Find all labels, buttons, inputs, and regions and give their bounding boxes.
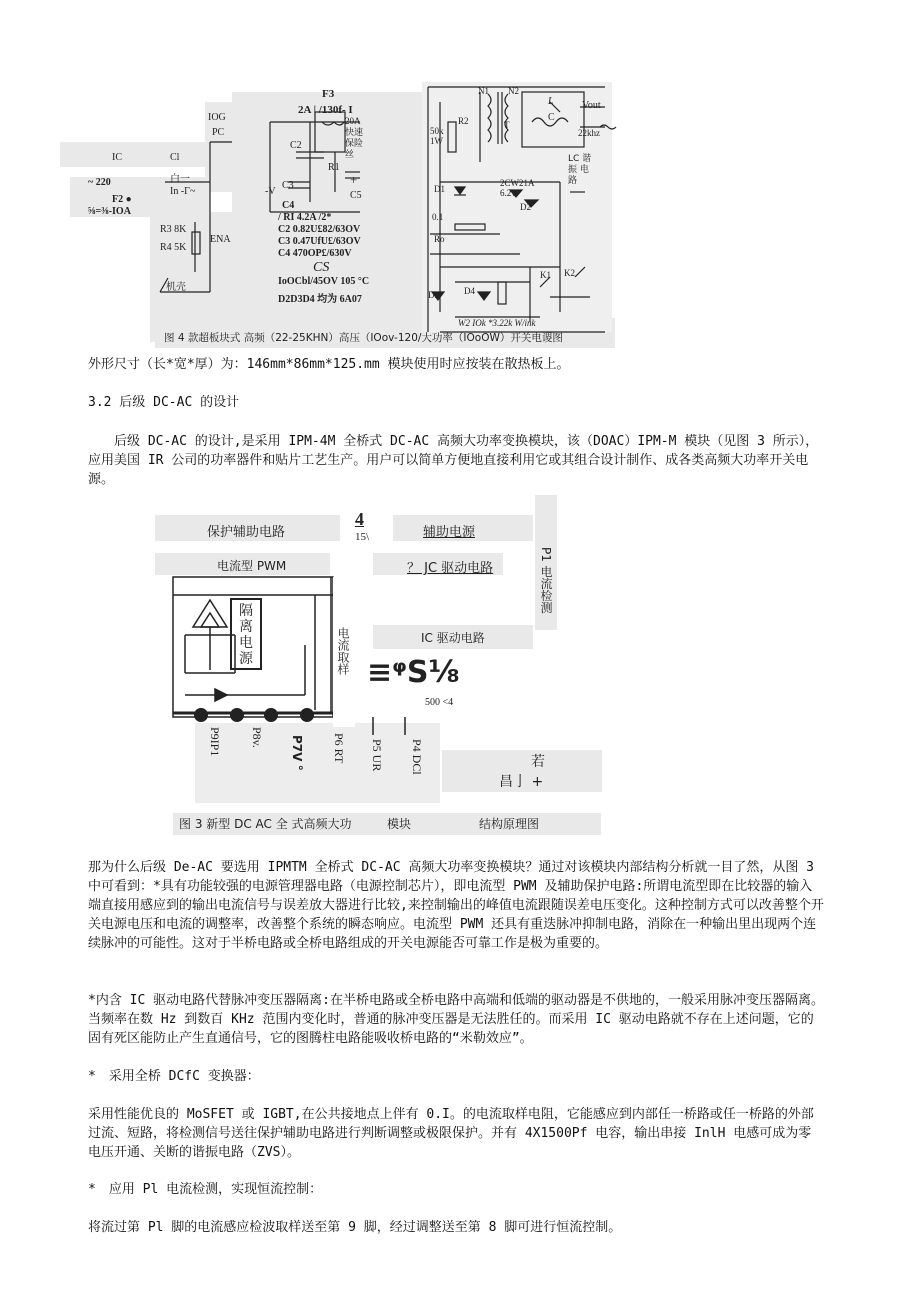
bullet-current-detect: * 应用 Pl 电流检测，实现恒流控制： bbox=[88, 1182, 323, 1197]
fig3-caption-b: 模块 bbox=[387, 817, 412, 831]
figure-3 bbox=[155, 495, 605, 835]
fig3-logo: ≡ᵠS⅛ bbox=[367, 655, 460, 690]
fig4-f2-rating: ⅝=⅜-IOA bbox=[88, 206, 131, 217]
fig3-ruo: 若 bbox=[531, 754, 545, 770]
constant-current-paragraph: 将流过第 Pl 脚的电流感应检波取样送至第 9 脚，经过调整送至第 8 脚可进行恒流控制。 bbox=[88, 1220, 622, 1235]
fig4-l: L bbox=[548, 96, 554, 107]
fig3-sample: 电流取样 bbox=[336, 627, 350, 675]
fig4-cs: CS bbox=[313, 260, 330, 275]
fig3-500: 500 <4 bbox=[425, 697, 454, 708]
fig4-iog: IOG bbox=[208, 112, 226, 123]
fig4-k1: K1 bbox=[540, 270, 551, 280]
dimensions-paragraph: 外形尺寸（长*宽*厚）为：146mm*86mm*125.mm 模块使用时应按装在散热板上。 bbox=[88, 357, 570, 372]
fig4-parts-list bbox=[278, 212, 361, 260]
fig4-r2-val: 50k 1W bbox=[430, 126, 444, 146]
fig4-plus: + bbox=[350, 172, 358, 187]
fig4-n1: N1 bbox=[478, 86, 489, 96]
fig3-pin-p9: P9IP1 bbox=[208, 727, 222, 757]
fig4-ena: ENA bbox=[210, 234, 231, 245]
fig4-d4: D4 bbox=[464, 286, 475, 296]
fig4-in-label: In -Γ~ bbox=[170, 186, 196, 197]
fig4-f2: F2 ● bbox=[112, 194, 132, 205]
fig4-lc: LC 谐振 电路 bbox=[568, 154, 592, 186]
fig3-pin-p7: P7V 。 bbox=[290, 735, 304, 778]
fig3-pin-p4: P4 DCl bbox=[410, 739, 424, 775]
fig4-d3: D3 bbox=[428, 290, 439, 300]
fig3-isolated: 隔离电源 bbox=[239, 603, 253, 667]
fig4-r4: R4 5K bbox=[160, 242, 187, 253]
fig4-fast-fuse: 20A 快速 保险 丝 bbox=[345, 116, 364, 159]
fig3-ic-drive: IC 驱动电路 bbox=[421, 631, 485, 645]
bullet-full-bridge: * 采用全桥 DCfC 变换器： bbox=[88, 1069, 260, 1084]
section-heading-3-2: 3.2 后级 DC-AC 的设计 bbox=[88, 395, 240, 410]
fig3-caption-c: 结构原理图 bbox=[479, 817, 540, 831]
why-paragraph: 那为什么后级 De-AC 要选用 IPMTM 全桥式 DC-AC 高频大功率变换模块？通过对该模块内部结构分析就一目了然，从图 3 中可看到：*具有功能较强的电源管理器电路（电源控制芯片），即电流型 PWM 及辅助保护电路:所谓电流型即在比较器的输入端直接用感应到的输出电流信号与误差放大器进行比较,来控制输出的峰值电流跟随误差电压变化。这种控制方式可以改善整个开关电源电压和电流的调整率，改善整个系统的瞬态响应。电流型 PWM 还具有重迭脉冲抑制电路，消除在一种输出里出现两个连续脉冲的可能性。这对于半桥电路或全桥电路组成的开关电源能否可靠工作是极为重要的。 bbox=[88, 860, 824, 951]
fig4-c3: C3 bbox=[282, 180, 294, 191]
mosfet-paragraph: 采用性能优良的 MoSFET 或 IGBT,在公共接地点上伴有 0.I。的电流取样电阻，它能感应到内部任一桥路或任一桥路的外部过流、短路，将检测信号送往保护辅助电路进行判断调整或极限保护。并有 4X1500Pf 电容，输出串接 InlH 电感可成为零电压开通、关断的谐振电路（ZVS）。 bbox=[88, 1107, 814, 1160]
fig4-c5: C5 bbox=[350, 190, 362, 201]
fig3-chang: 昌亅 + bbox=[499, 774, 544, 790]
fig3-pwm: 电流型 PWM bbox=[217, 559, 287, 573]
fig4-diodes: D2D3D4 均为 6A07 bbox=[278, 294, 362, 305]
fig4-r-small: 0.1 bbox=[432, 212, 444, 222]
fig4-caption: 图 4 款超板块式 高频（22-25KHN）高压（IOov-120/大功率（IOoOW）开关电谡图 bbox=[164, 332, 563, 344]
fig3-pin-p6: P6 RT bbox=[332, 733, 346, 764]
fig4-f3-rating: 2A | /130f- I bbox=[298, 104, 353, 116]
fig4-n2: N2 bbox=[508, 86, 519, 96]
fig4-c6: IoOCbl/45OV 105 °C bbox=[278, 276, 370, 287]
fig4-f3: F3 bbox=[322, 88, 335, 100]
fig3-ic-drive-top: ？ JC 驱动电路 bbox=[407, 561, 494, 576]
fig4-part: C4 470OP£/630V bbox=[278, 248, 352, 259]
fig4-white-line: 白一 bbox=[170, 174, 190, 185]
fig4-part: C2 0.82U£82/63OV bbox=[278, 224, 361, 235]
fig4-zener: 2CW21A 6.2v bbox=[500, 178, 535, 198]
fig4-c1: Cl bbox=[170, 152, 180, 163]
fig3-pin-p8: P8v. bbox=[250, 727, 264, 748]
fig4-c4: C4 bbox=[282, 200, 295, 211]
ic-drive-paragraph: *内含 IC 驱动电路代替脉冲变压器隔离:在半桥电路或全桥电路中高端和低端的驱动器是不供地的，一般采用脉冲变压器隔离。当频率在数 Hz 到数百 KHz 范围内变化时，普通的脉冲变压器是无法胜任的。而采用 IC 驱动电路就不存在上述问题，它的固有死区能防止产生直通信号，它的图腾柱电路能吸收桥电路的“米勒效应”。 bbox=[88, 993, 824, 1046]
fig4-ro: Ro bbox=[434, 234, 445, 244]
fig3-caption-a: 图 3 新型 DC AC 全 式高频大功 bbox=[179, 817, 352, 831]
fig4-r3: R3 8K bbox=[160, 224, 187, 235]
fig3-num4: 4 bbox=[355, 509, 364, 529]
fig4-c2: C2 bbox=[290, 140, 302, 151]
fig4-left-mark: IC bbox=[112, 152, 122, 163]
fig4-chassis: 机壳 bbox=[166, 282, 186, 293]
figure-4 bbox=[60, 82, 620, 350]
intro-paragraph: 后级 DC-AC 的设计,是采用 IPM-4M 全桥式 DC-AC 高频大功率变换模块，该（DOAC）IPM-M 模块（见图 3 所示），应用美国 IR 公司的功率器件和贴片工艺生产。用户可以简单方便地直接利用它或其组合设计制作、成各类高频大功率开关电源。 bbox=[88, 434, 819, 487]
fig4-t: T bbox=[504, 120, 510, 130]
fig4-vout: Vout bbox=[582, 100, 601, 111]
fig4-r1: R1 bbox=[328, 162, 340, 173]
fig3-protect: 保护辅助电路 bbox=[207, 525, 286, 540]
fig4-freq: 22khz bbox=[578, 128, 600, 138]
fig4-w2: W2 IOk *3.22k W/ink bbox=[458, 318, 536, 328]
fig4-ac-in: ~ 220 bbox=[88, 177, 111, 188]
fig3-p1-side: P1 电流检测 bbox=[539, 547, 553, 614]
fig4-pc: PC bbox=[212, 127, 225, 138]
fig4-c: C bbox=[548, 112, 555, 123]
fig4-r2: R2 bbox=[458, 116, 469, 126]
fig4-part: C3 0.47UfU£/63OV bbox=[278, 236, 361, 247]
fig3-pin-p5: P5 UR bbox=[370, 739, 384, 772]
fig4-part: / RI 4.2A /2* bbox=[278, 212, 332, 223]
fig4-v-minus: -V bbox=[265, 186, 276, 197]
fig4-k2: K2 bbox=[564, 268, 575, 278]
fig4-d1: D1 bbox=[434, 184, 445, 194]
fig3-15v: 15\ bbox=[355, 531, 370, 543]
fig3-aux-power: 辅助电源 bbox=[423, 525, 476, 540]
fig4-d2: D2 bbox=[520, 202, 531, 212]
